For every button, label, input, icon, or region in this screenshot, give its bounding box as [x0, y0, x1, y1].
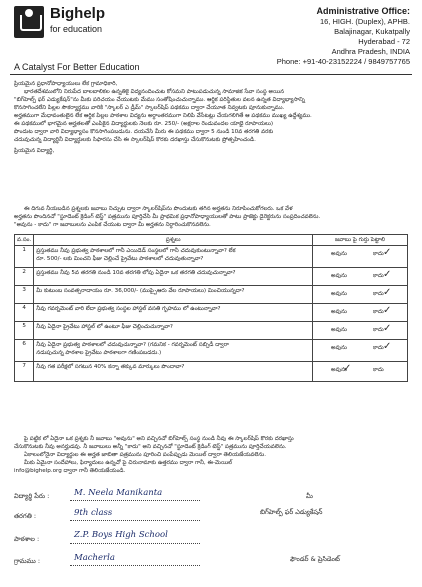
answer-cell[interactable]: [313, 268, 408, 286]
answer-no[interactable]: కాదు: [373, 251, 384, 257]
row-number: 1: [15, 246, 34, 268]
closing-line: చేసుకొనుటకు నీవు అనర్హుడవు. నీ జవాబులు అన్నీ "కాదు" అని వచ్చినచో "స్టూడెంట్ క్రెడింగ్ టెస్ట్" పత్రమును పూర్తిచేయవలెను.: [14, 444, 287, 450]
instructions-paragraph: [14, 205, 410, 231]
question-text: రూ. 500/- లకు మించని ఫీజు చెల్లించే ప్రైవేటు పాఠశాలలో చదువుతున్నావా?: [36, 256, 204, 262]
col-header-answer: జవాబు పై గుర్తు పెట్టాలి: [313, 235, 408, 246]
answer-cell[interactable]: [313, 362, 408, 382]
answer-yes[interactable]: అవును: [331, 251, 347, 257]
answer-cell[interactable]: [313, 322, 408, 340]
answer-yes[interactable]: అవును: [331, 345, 347, 351]
table-row: [15, 268, 408, 286]
answer-cell[interactable]: [313, 304, 408, 322]
answer-no[interactable]: కాదు: [373, 273, 384, 279]
row-question: [34, 268, 313, 286]
tagline: A Catalyst For Better Education: [14, 62, 140, 72]
question-text: నీవు ఏదైనా ప్రైవేటు హాస్టల్ లో ఉంటూ ఫీజు చెల్లించుచున్నావా?: [36, 324, 173, 330]
intro-line: అర్హతముగా మేధావంతులైన లేక ఆర్థిక పిల్లల పాఠశాల విద్యను అర్ధాంతరముగా నిలిపి వేసేటట్లు చేయగలిగితే ఆ పథకము ముఖ్య ఉద్దేశ్యము.: [14, 113, 312, 119]
address-line: 16, HIGH. (Duplex), APHB.: [319, 17, 410, 26]
checkmark-icon: ✓: [383, 323, 392, 334]
address-line: Balajinagar, Kukatpally: [334, 27, 410, 36]
row-question: [34, 304, 313, 322]
answer-no[interactable]: కాదు: [373, 367, 384, 373]
row-number: 2: [15, 268, 34, 286]
row-number: 5: [15, 322, 34, 340]
header-divider: [10, 74, 412, 75]
question-text: నడుపుచున్న పాఠశాల ప్రైవేటు పాఠశాలగా గణింపబడదు.): [36, 350, 162, 356]
question-text: నీవు గవర్నమెంట్ వారి లేదా ప్రభుత్వ సంస్థల హాస్టల్ వసతి గృహము లో ఉంటున్నావా?: [36, 306, 221, 312]
row-question: [34, 286, 313, 304]
answer-cell[interactable]: [313, 246, 408, 268]
table-row: [15, 322, 408, 340]
answer-no[interactable]: కాదు: [373, 291, 384, 297]
checkmark-icon: ✓: [383, 305, 392, 316]
intro-line: "బిగ్‌హెల్ప్ ఫర్ ఎడ్యుకేషన్"ను మీకు పరిచయం చేయుటకు మేము సంతోషించుచున్నాము. ఆర్థిక పరిస్థితుల వలన ఉన్నత విద్యాభ్యాసాన్ని: [14, 97, 305, 103]
class-value[interactable]: 9th class: [74, 508, 113, 518]
answer-no[interactable]: కాదు: [373, 309, 384, 315]
row-question: [34, 340, 313, 362]
phone-line: Phone: +91-40-23152224 / 9849757765: [276, 57, 410, 66]
intro-line: భారతదేశములోని నిరుపేద బాలబాలికల ఉన్నతికై విద్యనందించుట కోసమని పాటుపడుచున్న సామాజిక సేవా సంస్థ అయిన: [24, 89, 285, 95]
checkmark-icon: ✓: [383, 341, 392, 352]
answer-no[interactable]: కాదు: [373, 327, 384, 333]
answer-yes[interactable]: అవును: [331, 327, 347, 333]
question-text: ప్రస్తుతము నీవు 5వ తరగతి నుండి 10వ తరగతి లోపు ఏదైనా ఒక తరగతి చదువుచున్నావా?: [36, 270, 236, 276]
question-text: ప్రస్తుతము నీవు ప్రభుత్వ పాఠశాలలో గానీ ఎయిడెడ్ సంస్థలలో గానీ చదువుకుంటున్నావా? లేక: [36, 248, 236, 254]
org-signature-name: బిగ్‌హెల్ప్ ఫర్ ఎడ్యుకేషన్: [260, 508, 323, 516]
brand-subtitle: for education: [50, 24, 103, 34]
table-row: [15, 286, 408, 304]
answer-cell[interactable]: [313, 286, 408, 304]
student-name-value[interactable]: M. Neela Manikanta: [74, 488, 163, 498]
question-text: నీవు ఏదైనా ప్రభుత్వ పాఠశాలలో చదువుచున్నావా? (గమనిక - గవర్నమెంట్ సబ్సిడీ ద్వారా: [36, 342, 229, 348]
intro-paragraph: [14, 80, 410, 200]
founder-title: ఫౌండర్ & ప్రెసిడెంట్: [290, 555, 340, 563]
answer-yes[interactable]: అవును: [331, 367, 347, 373]
instruction-line: అర్హతను పొందినచో "స్టూడెంట్ క్రెడింగ్ టెస్ట్" పత్రమును పూర్తిచేసి మీ ప్రాథమిక ప్రధానోపాధ్యాయులతో పాటు ప్రాజెక్టు డైరెక్టరును సంప్రదించవలెను.: [14, 214, 321, 220]
brand-name: Bighelp: [50, 5, 105, 22]
office-address: [230, 5, 410, 67]
answer-cell[interactable]: [313, 340, 408, 362]
office-title: Administrative Office:: [316, 6, 410, 16]
table-row: [15, 246, 408, 268]
school-value[interactable]: Z.P. Boys High School: [74, 530, 168, 540]
checkmark-icon: ✓: [383, 287, 392, 298]
question-text: నీవు గత పరీక్షలో సగటున 40% కన్నా తక్కువ మార్కులు పొందావా?: [36, 364, 185, 370]
closing-paragraph: [14, 435, 410, 485]
answer-yes[interactable]: అవును: [331, 291, 347, 297]
closing-line: మీకు ఏమైనా సందేహాలు, ఫిర్యాదులు ఉన్నచో పై చిరునామాకు ఉత్తరము ద్వారా గానీ, ఈ-మెయిల్: [24, 460, 233, 466]
table-row: [15, 340, 408, 362]
answer-yes[interactable]: అవును: [331, 309, 347, 315]
class-label: తరగతి :: [14, 512, 37, 520]
question-text: మీ కుటుంబ సంవత్సరాదాయం రూ. 36,000/- (ముప్పైఆరు వేల రూపాయలు) మించియున్నదా?: [36, 288, 245, 294]
school-label: పాఠశాల :: [14, 535, 40, 543]
row-question: [34, 246, 313, 268]
row-question: [34, 322, 313, 340]
salutation: ప్రియమైన ప్రధానోపాధ్యాయులు లేక గ్రామాధికారి,: [14, 81, 118, 87]
checkmark-icon: ✓: [343, 363, 352, 374]
closing-line: ఏకాలంలోనైనా విద్యార్థుల ఈ అర్హత జాబితా పత్రమును పూరించి పంపేప్పుడు మెయిల్ ద్వారా తెలియజేయవలెను.: [24, 452, 267, 458]
row-question: [34, 362, 313, 382]
intro-line: ఈ పథకములో భాగమైన అర్హతలతో ఎంపికైన విద్యార్థులకు నెలకు రూ. 250/- (అక్షరాల రెండువందల యాభై రూపాయలు): [14, 121, 274, 127]
village-label: గ్రామము :: [14, 557, 41, 565]
row-number: 3: [15, 286, 34, 304]
letterhead: [10, 4, 414, 74]
instruction-line: "అవును - కాదు" గా జవాబులను ఎంపిక చేయుట ద్వారా మీ అర్హతను నిర్ధారించుకొనవలెను.: [14, 222, 211, 228]
address-line: Andhra Pradesh, INDIA: [331, 47, 410, 56]
closing-yours: మీ: [306, 492, 313, 500]
checkmark-icon: ✓: [383, 247, 392, 258]
col-header-number: వ.సం.: [15, 235, 34, 246]
answer-yes[interactable]: అవును: [331, 273, 347, 279]
student-salutation: ప్రియమైన విద్యార్థి,: [14, 148, 55, 154]
row-number: 6: [15, 340, 34, 362]
row-number: 4: [15, 304, 34, 322]
checkmark-icon: ✓: [383, 269, 392, 280]
answer-no[interactable]: కాదు: [373, 345, 384, 351]
table-row: [15, 362, 408, 382]
intro-line: పొందుట ద్వారా వారి విద్యాభ్యాసం కొనసాగింపబడును. దయచేసి మీరు ఈ పథకము ద్వారా 5 నుండి 10వ తరగతి వరకు: [14, 129, 274, 135]
eligibility-table: [14, 234, 408, 382]
student-name-label: విద్యార్థి పేరు :: [14, 492, 50, 500]
col-header-question: ప్రశ్నలు: [34, 235, 313, 246]
instruction-line: ఈ దిగువ నీయబడిన ప్రశ్నలకు జవాబు నిచ్చుట ద్వారా స్కాలర్‌షిప్‌ను పొందుటకు తగిన అర్హతను నిరూపించుకోగలరు. ఒక వేళ: [24, 206, 293, 212]
closing-line: పై పట్టిక లో ఏదైనా ఒక ప్రశ్నకు నీ జవాబు "అవును" అని వచ్చినచో బిగ్‌హెల్ప్ సంస్థ నుండి నీవు ఈ స్కాలర్‌షిప్ కొరకు దరఖాస్తు: [24, 436, 294, 442]
bighelp-logo-icon: [14, 6, 44, 38]
intro-line: కొనసాగించలేని పిల్లల సౌకర్యార్థము వారికి "స్కాలర్ ఎ డ్రీమ్" స్కాలర్‌షిప్ పథకము ద్వారా చేయూత నివ్వటకు పూనుకున్నాము.: [14, 105, 285, 111]
contact-email-line: info@bighelp.org ద్వారా గానీ తెలియజేయండి.: [14, 468, 126, 474]
address-line: Hyderabad - 72: [358, 37, 410, 46]
table-row: [15, 304, 408, 322]
intro-line: చదువుచున్న విద్యార్థినీ విద్యార్థులకు సిఫారసు చేసి ఈ స్కాలర్‌షిప్ కొరకు దరఖాస్తు చేసుకొనుటకు ప్రోత్సహించండి.: [14, 137, 256, 143]
table-header-row: [15, 235, 408, 246]
village-value[interactable]: Macherla: [74, 553, 115, 563]
row-number: 7: [15, 362, 34, 382]
